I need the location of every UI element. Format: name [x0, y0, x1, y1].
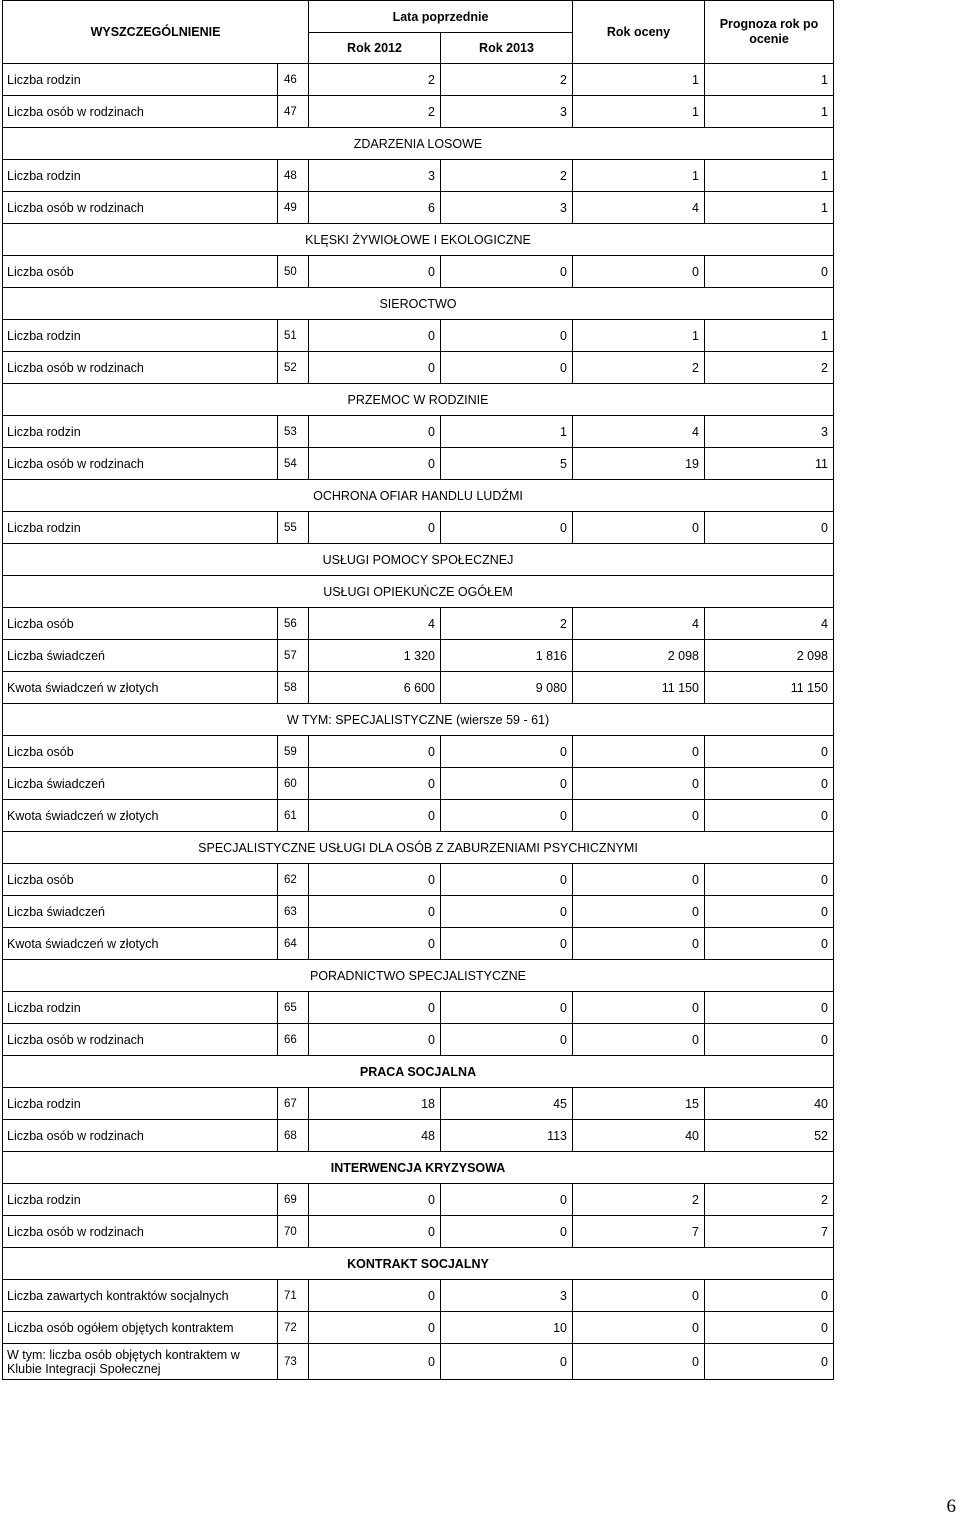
section-row: [3, 704, 834, 736]
value-forecast: 1: [705, 160, 834, 192]
row-number: 70: [278, 1216, 309, 1248]
value-rating-year: 0: [573, 736, 705, 768]
value-2012: 0: [309, 736, 441, 768]
row-number: 62: [278, 864, 309, 896]
value-forecast: 0: [705, 512, 834, 544]
value-2012: 0: [309, 352, 441, 384]
header-rating-year: Rok oceny: [573, 1, 705, 64]
value-rating-year: 0: [573, 512, 705, 544]
value-2013: 113: [441, 1120, 573, 1152]
value-rating-year: 2 098: [573, 640, 705, 672]
table-row: [3, 896, 834, 928]
table-row: [3, 928, 834, 960]
table-row: [3, 672, 834, 704]
value-2013: 3: [441, 96, 573, 128]
table-row: [3, 992, 834, 1024]
table-row: [3, 1024, 834, 1056]
value-2012: 18: [309, 1088, 441, 1120]
value-2013: 0: [441, 256, 573, 288]
row-label: Liczba rodzin: [3, 416, 278, 448]
value-rating-year: 0: [573, 864, 705, 896]
value-forecast: 3: [705, 416, 834, 448]
value-2012: 2: [309, 64, 441, 96]
table-row: [3, 768, 834, 800]
header-spec: WYSZCZEGÓLNIENIE: [3, 1, 309, 64]
value-rating-year: 0: [573, 768, 705, 800]
value-2012: 0: [309, 1312, 441, 1344]
value-2013: 0: [441, 800, 573, 832]
row-label: Liczba osób: [3, 864, 278, 896]
value-rating-year: 0: [573, 896, 705, 928]
row-number: 51: [278, 320, 309, 352]
value-2013: 1: [441, 416, 573, 448]
table-row: [3, 1120, 834, 1152]
value-2012: 0: [309, 1280, 441, 1312]
value-2012: 0: [309, 1024, 441, 1056]
value-forecast: 2: [705, 352, 834, 384]
section-heading: USŁUGI OPIEKUŃCZE OGÓŁEM: [3, 576, 834, 608]
row-label: Liczba rodzin: [3, 992, 278, 1024]
value-forecast: 0: [705, 736, 834, 768]
value-2013: 0: [441, 1216, 573, 1248]
table-row: [3, 640, 834, 672]
value-rating-year: 0: [573, 256, 705, 288]
table-row: [3, 512, 834, 544]
value-2012: 4: [309, 608, 441, 640]
value-forecast: 11 150: [705, 672, 834, 704]
value-rating-year: 0: [573, 992, 705, 1024]
table-row: [3, 256, 834, 288]
value-2013: 0: [441, 1344, 573, 1380]
value-forecast: 1: [705, 320, 834, 352]
value-forecast: 0: [705, 896, 834, 928]
row-number: 47: [278, 96, 309, 128]
value-forecast: 2: [705, 1184, 834, 1216]
row-label: Liczba rodzin: [3, 512, 278, 544]
table-row: [3, 1280, 834, 1312]
row-label: Liczba osób: [3, 736, 278, 768]
row-label: Liczba rodzin: [3, 320, 278, 352]
row-number: 55: [278, 512, 309, 544]
row-number: 72: [278, 1312, 309, 1344]
value-forecast: 11: [705, 448, 834, 480]
value-2013: 0: [441, 1024, 573, 1056]
table-row: [3, 64, 834, 96]
value-forecast: 0: [705, 768, 834, 800]
value-rating-year: 1: [573, 96, 705, 128]
table-row: [3, 1344, 834, 1380]
table-row: [3, 800, 834, 832]
value-forecast: 0: [705, 800, 834, 832]
page-number: 6: [946, 1496, 956, 1517]
value-2013: 2: [441, 608, 573, 640]
section-heading: W TYM: SPECJALISTYCZNE (wiersze 59 - 61): [3, 704, 834, 736]
section-row: [3, 1152, 834, 1184]
value-2012: 0: [309, 1344, 441, 1380]
value-2012: 3: [309, 160, 441, 192]
value-forecast: 0: [705, 864, 834, 896]
value-2013: 10: [441, 1312, 573, 1344]
value-forecast: 0: [705, 1280, 834, 1312]
section-heading: PORADNICTWO SPECJALISTYCZNE: [3, 960, 834, 992]
value-rating-year: 0: [573, 800, 705, 832]
section-row: [3, 128, 834, 160]
row-label: Liczba rodzin: [3, 160, 278, 192]
value-2013: 2: [441, 160, 573, 192]
value-forecast: 4: [705, 608, 834, 640]
row-label: Liczba osób ogółem objętych kontraktem: [3, 1312, 278, 1344]
section-row: [3, 832, 834, 864]
header-year-2013: Rok 2013: [441, 33, 573, 64]
value-forecast: 0: [705, 992, 834, 1024]
value-2012: 0: [309, 896, 441, 928]
value-rating-year: 0: [573, 1024, 705, 1056]
row-number: 61: [278, 800, 309, 832]
row-number: 65: [278, 992, 309, 1024]
value-forecast: 1: [705, 64, 834, 96]
row-number: 49: [278, 192, 309, 224]
row-number: 58: [278, 672, 309, 704]
row-label: Liczba osób: [3, 608, 278, 640]
section-row: [3, 576, 834, 608]
value-forecast: 2 098: [705, 640, 834, 672]
value-2013: 0: [441, 736, 573, 768]
value-2012: 0: [309, 864, 441, 896]
value-forecast: 7: [705, 1216, 834, 1248]
table-row: [3, 1184, 834, 1216]
value-rating-year: 11 150: [573, 672, 705, 704]
value-2013: 3: [441, 192, 573, 224]
table-row: [3, 736, 834, 768]
table-row: [3, 1312, 834, 1344]
value-rating-year: 0: [573, 928, 705, 960]
row-number: 69: [278, 1184, 309, 1216]
section-heading: USŁUGI POMOCY SPOŁECZNEJ: [3, 544, 834, 576]
value-2012: 0: [309, 416, 441, 448]
row-label: Liczba świadczeń: [3, 640, 278, 672]
row-number: 60: [278, 768, 309, 800]
row-label: Kwota świadczeń w złotych: [3, 672, 278, 704]
value-rating-year: 4: [573, 416, 705, 448]
table-row: [3, 448, 834, 480]
row-label: Kwota świadczeń w złotych: [3, 928, 278, 960]
value-2013: 3: [441, 1280, 573, 1312]
row-number: 50: [278, 256, 309, 288]
section-row: [3, 224, 834, 256]
value-2012: 0: [309, 448, 441, 480]
value-rating-year: 1: [573, 320, 705, 352]
value-rating-year: 4: [573, 608, 705, 640]
row-label: Liczba rodzin: [3, 64, 278, 96]
header-forecast: Prognoza rok po ocenie: [705, 1, 834, 64]
row-label: Liczba świadczeń: [3, 896, 278, 928]
row-number: 68: [278, 1120, 309, 1152]
value-rating-year: 7: [573, 1216, 705, 1248]
value-2012: 2: [309, 96, 441, 128]
row-label: Liczba rodzin: [3, 1184, 278, 1216]
value-rating-year: 40: [573, 1120, 705, 1152]
table-row: [3, 160, 834, 192]
row-label: Liczba osób w rodzinach: [3, 1024, 278, 1056]
table-row: [3, 864, 834, 896]
value-forecast: 0: [705, 1312, 834, 1344]
value-2012: 48: [309, 1120, 441, 1152]
section-row: [3, 1248, 834, 1280]
section-heading: SIEROCTWO: [3, 288, 834, 320]
table-row: [3, 96, 834, 128]
value-2012: 6 600: [309, 672, 441, 704]
value-2013: 0: [441, 992, 573, 1024]
section-heading: KONTRAKT SOCJALNY: [3, 1248, 834, 1280]
value-2012: 0: [309, 1216, 441, 1248]
section-heading: SPECJALISTYCZNE USŁUGI DLA OSÓB Z ZABURZENIAMI PSYCHICZNYMI: [3, 832, 834, 864]
value-2013: 0: [441, 512, 573, 544]
table-row: [3, 416, 834, 448]
value-2013: 5: [441, 448, 573, 480]
row-number: 54: [278, 448, 309, 480]
section-row: [3, 1056, 834, 1088]
value-2013: 0: [441, 768, 573, 800]
row-label: Liczba osób w rodzinach: [3, 1216, 278, 1248]
value-2013: 0: [441, 1184, 573, 1216]
row-number: 66: [278, 1024, 309, 1056]
value-2012: 0: [309, 992, 441, 1024]
value-rating-year: 1: [573, 160, 705, 192]
value-forecast: 0: [705, 1024, 834, 1056]
value-forecast: 1: [705, 96, 834, 128]
row-label: Liczba świadczeń: [3, 768, 278, 800]
value-forecast: 0: [705, 928, 834, 960]
value-2012: 0: [309, 512, 441, 544]
value-rating-year: 0: [573, 1312, 705, 1344]
section-row: [3, 480, 834, 512]
value-2013: 9 080: [441, 672, 573, 704]
report-table: [2, 0, 834, 1380]
section-heading: PRZEMOC W RODZINIE: [3, 384, 834, 416]
value-rating-year: 0: [573, 1280, 705, 1312]
table-row: [3, 1216, 834, 1248]
value-2012: 0: [309, 768, 441, 800]
value-2013: 1 816: [441, 640, 573, 672]
row-number: 59: [278, 736, 309, 768]
row-label: W tym: liczba osób objętych kontraktem w Klubie Integracji Społecznej: [3, 1344, 278, 1380]
row-label: Liczba osób: [3, 256, 278, 288]
section-heading: KLĘSKI ŻYWIOŁOWE I EKOLOGICZNE: [3, 224, 834, 256]
row-number: 56: [278, 608, 309, 640]
value-2012: 0: [309, 1184, 441, 1216]
row-number: 46: [278, 64, 309, 96]
row-label: Liczba osób w rodzinach: [3, 96, 278, 128]
section-heading: ZDARZENIA LOSOWE: [3, 128, 834, 160]
section-heading: INTERWENCJA KRYZYSOWA: [3, 1152, 834, 1184]
header-prev-years: Lata poprzednie: [309, 1, 573, 33]
row-number: 63: [278, 896, 309, 928]
value-rating-year: 19: [573, 448, 705, 480]
value-rating-year: 2: [573, 1184, 705, 1216]
row-number: 48: [278, 160, 309, 192]
value-2013: 0: [441, 928, 573, 960]
row-number: 71: [278, 1280, 309, 1312]
value-rating-year: 0: [573, 1344, 705, 1380]
value-2012: 0: [309, 800, 441, 832]
table-row: [3, 320, 834, 352]
row-number: 73: [278, 1344, 309, 1380]
value-2012: 0: [309, 320, 441, 352]
row-number: 52: [278, 352, 309, 384]
row-label: Kwota świadczeń w złotych: [3, 800, 278, 832]
value-forecast: 0: [705, 1344, 834, 1380]
value-forecast: 0: [705, 256, 834, 288]
value-2013: 45: [441, 1088, 573, 1120]
value-2012: 6: [309, 192, 441, 224]
value-2013: 0: [441, 896, 573, 928]
value-2012: 0: [309, 928, 441, 960]
value-2013: 2: [441, 64, 573, 96]
header-year-2012: Rok 2012: [309, 33, 441, 64]
row-number: 53: [278, 416, 309, 448]
section-row: [3, 384, 834, 416]
value-2012: 1 320: [309, 640, 441, 672]
value-2013: 0: [441, 320, 573, 352]
table-row: [3, 192, 834, 224]
table-row: [3, 608, 834, 640]
section-heading: OCHRONA OFIAR HANDLU LUDŹMI: [3, 480, 834, 512]
row-label: Liczba rodzin: [3, 1088, 278, 1120]
row-label: Liczba osób w rodzinach: [3, 352, 278, 384]
value-rating-year: 15: [573, 1088, 705, 1120]
row-number: 67: [278, 1088, 309, 1120]
value-rating-year: 1: [573, 64, 705, 96]
section-row: [3, 544, 834, 576]
table-row: [3, 352, 834, 384]
row-label: Liczba osób w rodzinach: [3, 1120, 278, 1152]
section-row: [3, 288, 834, 320]
row-number: 57: [278, 640, 309, 672]
row-label: Liczba osób w rodzinach: [3, 448, 278, 480]
value-rating-year: 4: [573, 192, 705, 224]
value-forecast: 52: [705, 1120, 834, 1152]
value-rating-year: 2: [573, 352, 705, 384]
row-number: 64: [278, 928, 309, 960]
row-label: Liczba zawartych kontraktów socjalnych: [3, 1280, 278, 1312]
section-row: [3, 960, 834, 992]
value-2013: 0: [441, 864, 573, 896]
value-2013: 0: [441, 352, 573, 384]
table-body: [3, 64, 834, 1380]
table-row: [3, 1088, 834, 1120]
value-forecast: 1: [705, 192, 834, 224]
section-heading: PRACA SOCJALNA: [3, 1056, 834, 1088]
row-label: Liczba osób w rodzinach: [3, 192, 278, 224]
value-forecast: 40: [705, 1088, 834, 1120]
value-2012: 0: [309, 256, 441, 288]
